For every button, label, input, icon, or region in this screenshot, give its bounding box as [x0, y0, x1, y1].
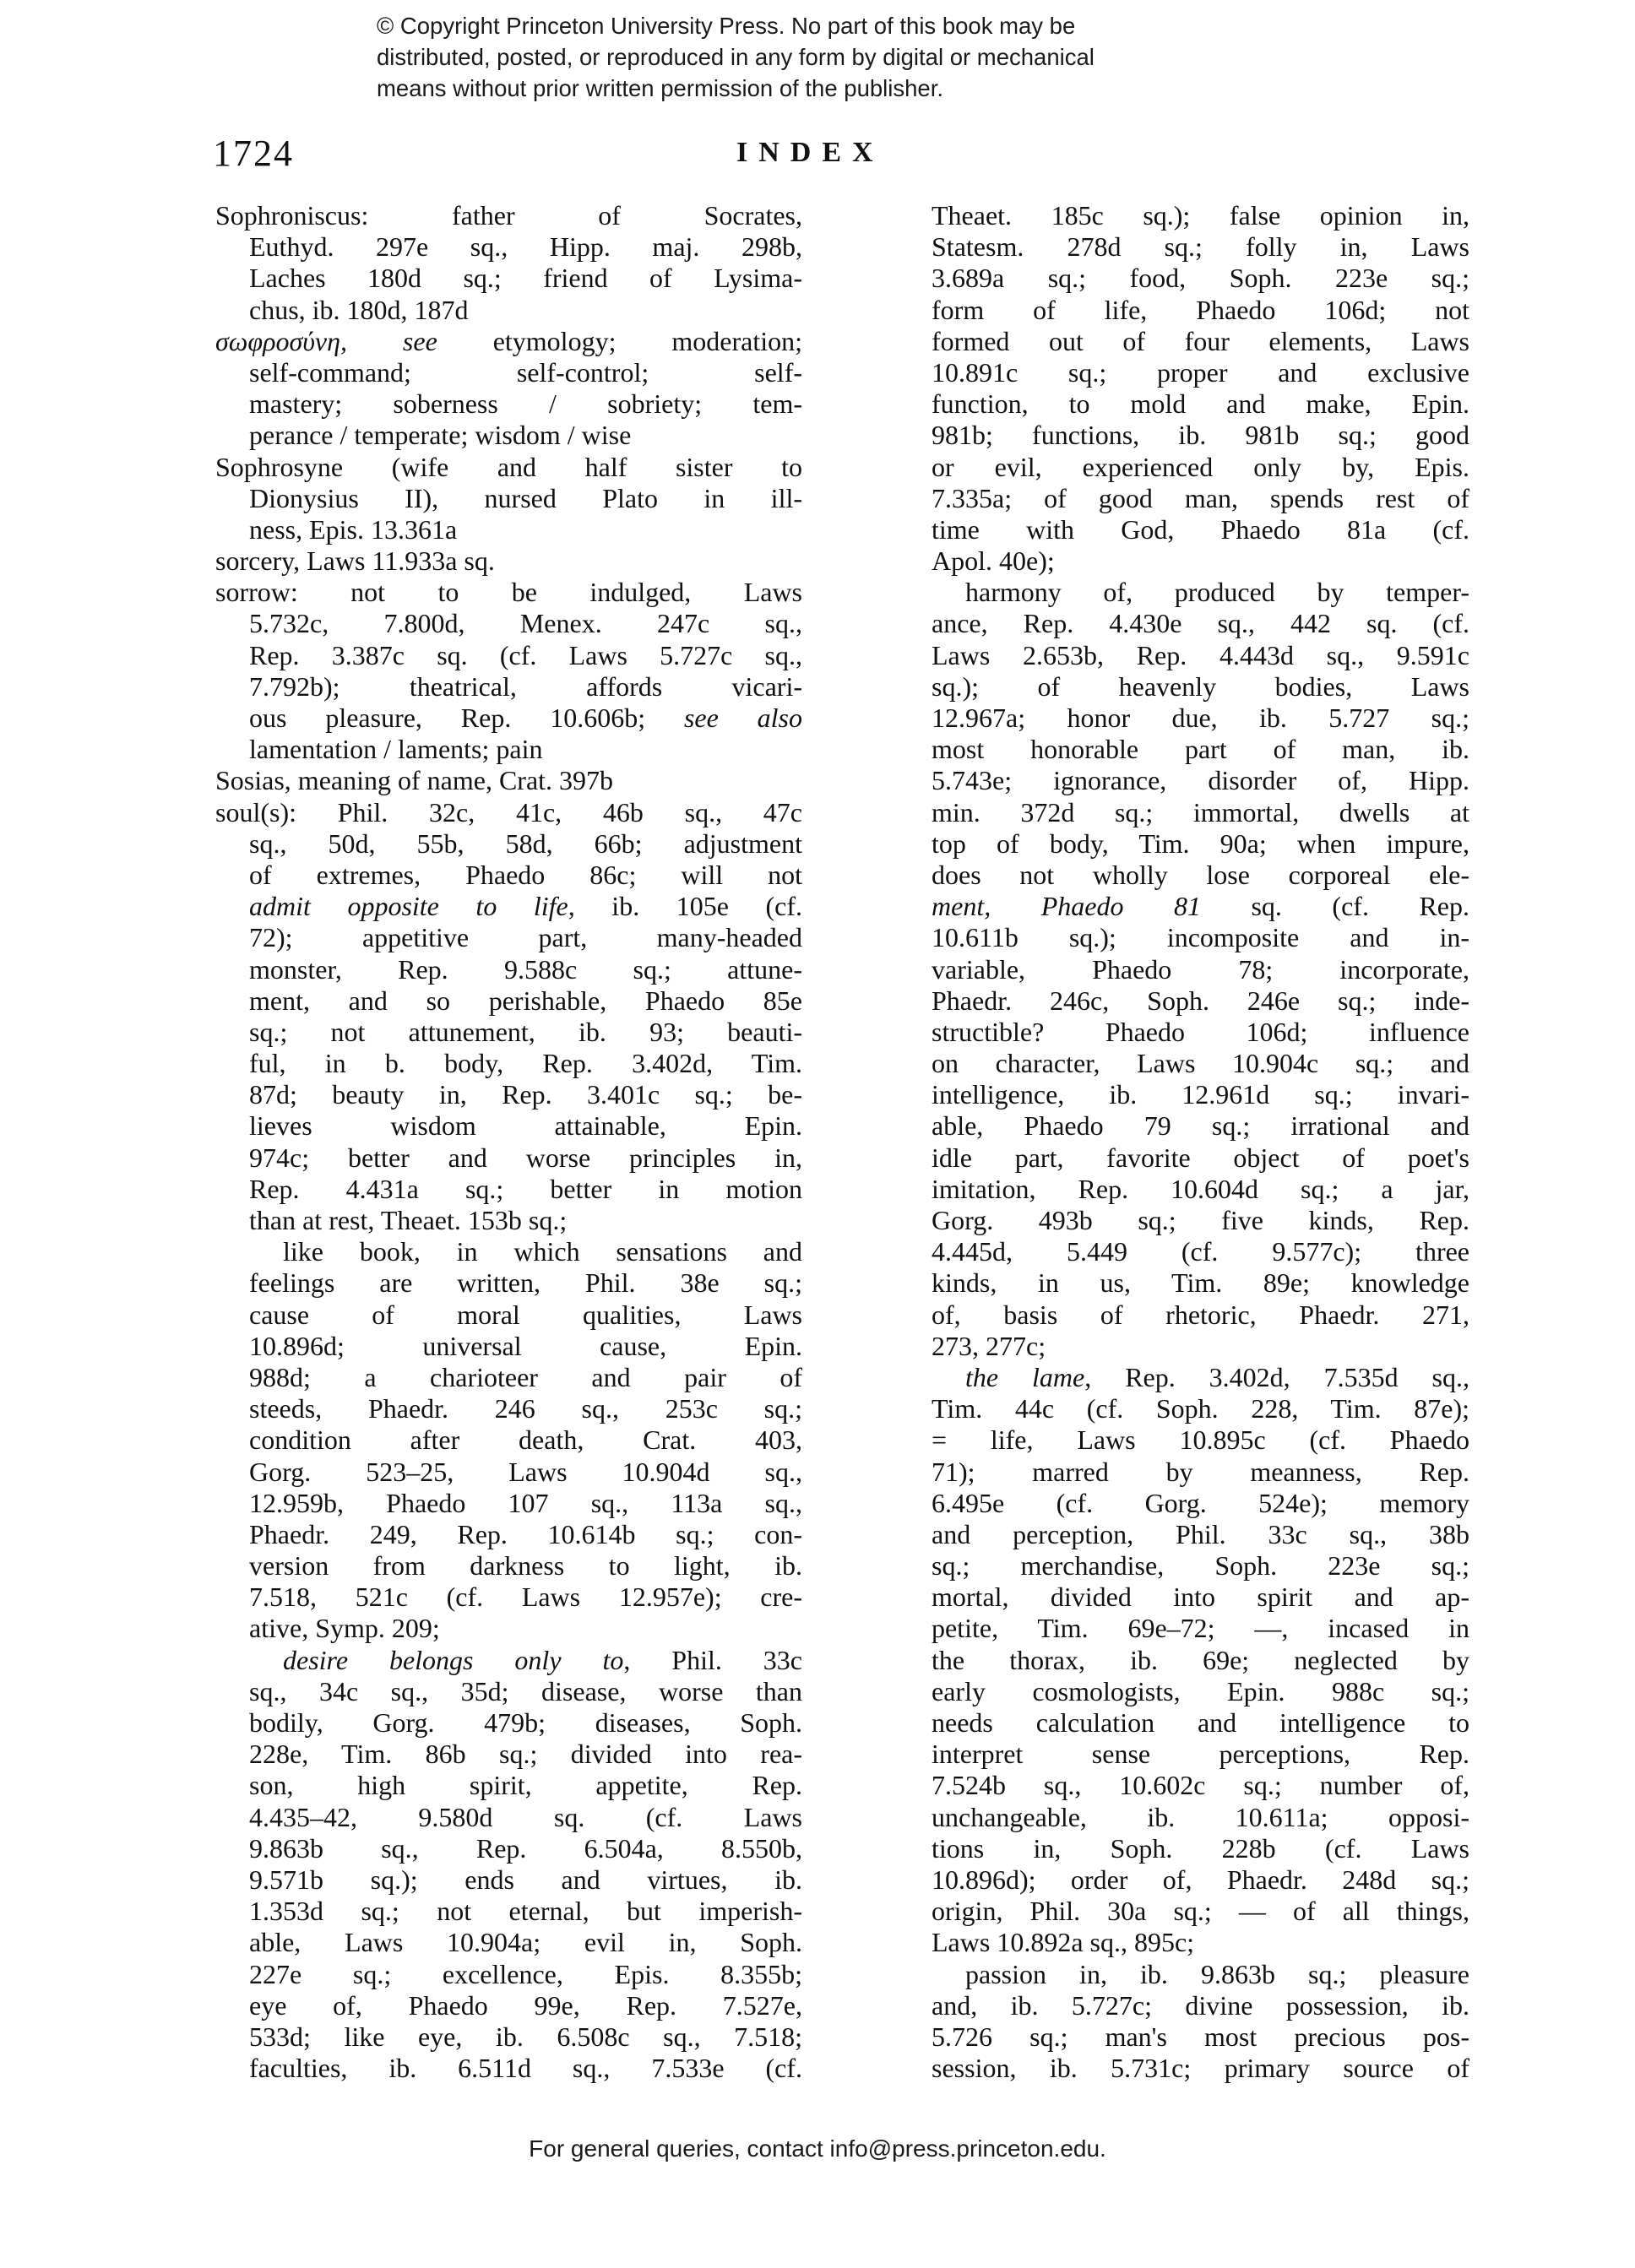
index-line: 6.495e (cf. Gorg. 524e); memory — [932, 1487, 1469, 1518]
index-line: 12.959b, Phaedo 107 sq., 113a sq., — [249, 1487, 802, 1518]
index-line: Phaedr. 246c, Soph. 246e sq.; inde- — [932, 985, 1469, 1016]
index-line: admit opposite to life, ib. 105e (cf. — [249, 891, 803, 922]
index-line: Laws 2.653b, Rep. 4.443d sq., 9.591c — [932, 639, 1469, 670]
index-line: 10.896d); order of, Phaedr. 248d sq.; — [932, 1864, 1469, 1895]
index-line: or evil, experienced only by, Epis. — [932, 451, 1469, 482]
index-line: Laws 10.892a sq., 895c; — [932, 1927, 1195, 1958]
index-line: of extremes, Phaedo 86c; will not — [249, 859, 802, 890]
index-line: 5.732c, 7.800d, Menex. 247c sq., — [249, 608, 802, 639]
index-line: 974c; better and worse principles in, — [249, 1142, 802, 1173]
index-line: 12.967a; honor due, ib. 5.727 sq.; — [932, 703, 1469, 733]
index-line: the lame, Rep. 3.402d, 7.535d sq., — [965, 1361, 1470, 1392]
index-line: variable, Phaedo 78; incorporate, — [932, 953, 1469, 985]
index-line: mastery; soberness / sobriety; tem- — [249, 388, 802, 420]
index-line: function, to mold and make, Epin. — [932, 388, 1469, 420]
index-line: ous pleasure, Rep. 10.606b; see also — [249, 703, 802, 733]
index-line: ative, Symp. 209; — [249, 1613, 440, 1644]
index-line: 87d; beauty in, Rep. 3.401c sq.; be- — [249, 1079, 802, 1110]
index-line: steeds, Phaedr. 246 sq., 253c sq.; — [249, 1393, 802, 1424]
index-line: feelings are written, Phil. 38e sq.; — [249, 1267, 802, 1299]
index-line: chus, ib. 180d, 187d — [249, 294, 469, 325]
index-line: lamentation / laments; pain — [249, 734, 543, 765]
index-line: 7.518, 521c (cf. Laws 12.957e); cre- — [249, 1582, 802, 1613]
index-line: 5.743e; ignorance, disorder of, Hipp. — [932, 765, 1469, 796]
index-line: soul(s): Phil. 32c, 41c, 46b sq., 47c — [215, 796, 802, 827]
index-line: Laches 180d sq.; friend of Lysima- — [249, 263, 802, 294]
index-line: does not wholly lose corporeal ele- — [932, 859, 1469, 890]
index-line: Gorg. 493b sq.; five kinds, Rep. — [932, 1205, 1469, 1235]
index-line: 7.792b); theatrical, affords vicari- — [249, 670, 802, 702]
index-line: passion in, ib. 9.863b sq.; pleasure — [965, 1958, 1469, 1989]
index-line: sorrow: not to be indulged, Laws — [215, 577, 802, 608]
index-line: imitation, Rep. 10.604d sq.; a jar, — [932, 1173, 1469, 1204]
index-line: early cosmologists, Epin. 988c sq.; — [932, 1675, 1469, 1706]
index-line: perance / temperate; wisdom / wise — [249, 420, 632, 451]
index-line: sorcery, Laws 11.933a sq. — [215, 545, 495, 577]
index-line: Euthyd. 297e sq., Hipp. maj. 298b, — [249, 231, 802, 263]
index-line: 273, 277c; — [932, 1330, 1046, 1361]
index-line: like book, in which sensations and — [283, 1236, 802, 1267]
index-line: 981b; functions, ib. 981b sq.; good — [932, 420, 1469, 451]
index-line: 10.891c sq.; proper and exclusive — [932, 356, 1469, 388]
index-line: son, high spirit, appetite, Rep. — [249, 1770, 802, 1801]
index-line: 10.896d; universal cause, Epin. — [249, 1330, 802, 1361]
index-line: lieves wisdom attainable, Epin. — [249, 1110, 802, 1142]
index-line: ful, in b. body, Rep. 3.402d, Tim. — [249, 1048, 802, 1079]
index-line: the thorax, ib. 69e; neglected by — [932, 1644, 1469, 1675]
index-line: 228e, Tim. 86b sq.; divided into rea- — [249, 1739, 802, 1770]
index-line: intelligence, ib. 12.961d sq.; invari- — [932, 1079, 1469, 1110]
index-line: 227e sq.; excellence, Epis. 8.355b; — [249, 1958, 802, 1989]
index-line: session, ib. 5.731c; primary source of — [932, 2053, 1469, 2084]
index-line: structible? Phaedo 106d; influence — [932, 1016, 1469, 1047]
index-line: on character, Laws 10.904c sq.; and — [932, 1048, 1469, 1079]
copyright-line: © Copyright Princeton University Press. No part of this book may be — [377, 13, 1076, 39]
index-line: and perception, Phil. 33c sq., 38b — [932, 1518, 1469, 1549]
index-line: Gorg. 523–25, Laws 10.904d sq., — [249, 1456, 802, 1487]
index-line: interpret sense perceptions, Rep. — [932, 1739, 1469, 1770]
index-line: 5.726 sq.; man's most precious pos- — [932, 2021, 1469, 2052]
index-line: idle part, favorite object of poet's — [932, 1142, 1469, 1173]
index-line: ance, Rep. 4.430e sq., 442 sq. (cf. — [932, 608, 1469, 639]
index-line: Apol. 40e); — [932, 545, 1055, 577]
index-line: Rep. 3.387c sq. (cf. Laws 5.727c sq., — [249, 639, 802, 670]
index-line: 9.863b sq., Rep. 6.504a, 8.550b, — [249, 1832, 802, 1864]
page-number: 1724 — [213, 133, 294, 174]
index-line: than at rest, Theaet. 153b sq.; — [249, 1205, 568, 1235]
index-line: eye of, Phaedo 99e, Rep. 7.527e, — [249, 1989, 802, 2021]
index-line: origin, Phil. 30a sq.; — of all things, — [932, 1896, 1469, 1927]
index-line: bodily, Gorg. 479b; diseases, Soph. — [249, 1707, 802, 1738]
index-line: Sosias, meaning of name, Crat. 397b — [215, 765, 614, 796]
index-line: monster, Rep. 9.588c sq.; attune- — [249, 953, 802, 985]
index-line: Sophrosyne (wife and half sister to — [215, 451, 802, 482]
index-line: 7.524b sq., 10.602c sq.; number of, — [932, 1770, 1469, 1801]
index-line: desire belongs only to, Phil. 33c — [283, 1644, 803, 1675]
index-line: tions in, Soph. 228b (cf. Laws — [932, 1832, 1469, 1864]
running-head: INDEX — [736, 137, 884, 168]
index-line: = life, Laws 10.895c (cf. Phaedo — [932, 1424, 1469, 1456]
index-line: condition after death, Crat. 403, — [249, 1424, 802, 1456]
index-column-right — [898, 200, 1469, 2084]
index-line: and, ib. 5.727c; divine possession, ib. — [932, 1989, 1469, 2021]
index-column-left — [215, 200, 802, 2084]
index-line: 71); marred by meanness, Rep. — [932, 1456, 1469, 1487]
index-line: Sophroniscus: father of Socrates, — [215, 200, 802, 231]
index-line: cause of moral qualities, Laws — [249, 1299, 802, 1330]
index-line: top of body, Tim. 90a; when impure, — [932, 827, 1469, 859]
index-line: Theaet. 185c sq.); false opinion in, — [932, 200, 1469, 231]
index-line: time with God, Phaedo 81a (cf. — [932, 513, 1469, 545]
index-line: ness, Epis. 13.361a — [249, 513, 458, 545]
index-line: 533d; like eye, ib. 6.508c sq., 7.518; — [249, 2021, 802, 2052]
index-line: 4.435–42, 9.580d sq. (cf. Laws — [249, 1801, 802, 1832]
index-line: needs calculation and intelligence to — [932, 1707, 1469, 1738]
index-line: sq.; merchandise, Soph. 223e sq.; — [932, 1550, 1469, 1582]
index-line: ment, Phaedo 81 sq. (cf. Rep. — [932, 891, 1470, 922]
index-line: faculties, ib. 6.511d sq., 7.533e (cf. — [249, 2053, 802, 2084]
index-line: sq.); of heavenly bodies, Laws — [932, 670, 1469, 702]
index-line: σωφροσύνη, see etymology; moderation; — [215, 325, 802, 356]
index-line: 9.571b sq.); ends and virtues, ib. — [249, 1864, 802, 1895]
index-line: sq.; not attunement, ib. 93; beauti- — [249, 1016, 802, 1047]
index-line: version from darkness to light, ib. — [249, 1550, 802, 1582]
index-line: mortal, divided into spirit and ap- — [932, 1582, 1469, 1613]
index-line: 988d; a charioteer and pair of — [249, 1361, 802, 1392]
index-line: petite, Tim. 69e–72; —, incased in — [932, 1613, 1469, 1644]
index-line: sq., 34c sq., 35d; disease, worse than — [249, 1675, 802, 1706]
index-line: Tim. 44c (cf. Soph. 228, Tim. 87e); — [932, 1393, 1469, 1424]
index-line: sq., 50d, 55b, 58d, 66b; adjustment — [249, 827, 802, 859]
index-line: Phaedr. 249, Rep. 10.614b sq.; con- — [249, 1518, 802, 1549]
index-line: ment, and so perishable, Phaedo 85e — [249, 985, 802, 1016]
index-line: unchangeable, ib. 10.611a; opposi- — [932, 1801, 1469, 1832]
index-line: 4.445d, 5.449 (cf. 9.577c); three — [932, 1236, 1469, 1267]
copyright-line: means without prior written permission of the publisher. — [377, 75, 944, 101]
index-line: able, Phaedo 79 sq.; irrational and — [932, 1110, 1469, 1142]
index-line: kinds, in us, Tim. 89e; knowledge — [932, 1267, 1469, 1299]
copyright-line: distributed, posted, or reproduced in any form by digital or mechanical — [377, 44, 1095, 70]
index-line: self-command; self-control; self- — [249, 356, 802, 388]
index-line: 10.611b sq.); incomposite and in- — [932, 922, 1469, 953]
index-line: of, basis of rhetoric, Phaedr. 271, — [932, 1299, 1469, 1330]
index-line: able, Laws 10.904a; evil in, Soph. — [249, 1927, 802, 1958]
index-line: Statesm. 278d sq.; folly in, Laws — [932, 231, 1469, 263]
index-line: formed out of four elements, Laws — [932, 325, 1469, 356]
index-line: 7.335a; of good man, spends rest of — [932, 482, 1469, 513]
index-line: harmony of, produced by temper- — [965, 577, 1469, 608]
index-line: most honorable part of man, ib. — [932, 734, 1469, 765]
index-line: form of life, Phaedo 106d; not — [932, 294, 1469, 325]
index-line: Rep. 4.431a sq.; better in motion — [249, 1173, 802, 1204]
index-line: 1.353d sq.; not eternal, but imperish- — [249, 1896, 802, 1927]
index-line: 72); appetitive part, many-headed — [249, 922, 802, 953]
copyright-notice — [377, 10, 1221, 104]
index-line: 3.689a sq.; food, Soph. 223e sq.; — [932, 263, 1469, 294]
index-line: Dionysius II), nursed Plato in ill- — [249, 482, 802, 513]
footer-contact: For general queries, contact info@press.princeton.edu. — [529, 2135, 1106, 2162]
index-line: min. 372d sq.; immortal, dwells at — [932, 796, 1469, 827]
